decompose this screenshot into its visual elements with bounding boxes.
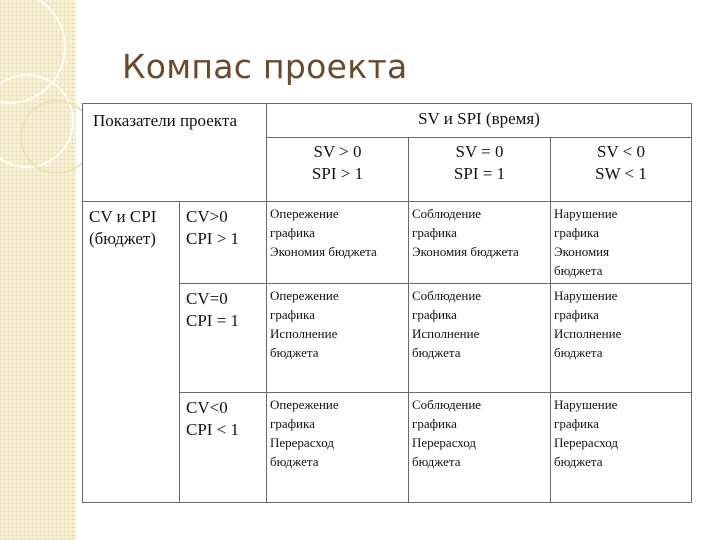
table-cell: [551, 284, 692, 393]
cell-line: Исполнение: [270, 326, 338, 341]
cell-line: Исполнение: [412, 326, 480, 341]
time-col-line: SV = 0: [455, 142, 504, 161]
row-condition: CV>0: [186, 207, 228, 226]
table-cell: [551, 393, 692, 503]
table-cell: [409, 393, 551, 503]
row-condition: CPI < 1: [186, 420, 240, 439]
cell-line: Соблюдение: [412, 288, 482, 303]
corner-header-cell: [83, 104, 267, 202]
cell-line: графика: [554, 307, 599, 322]
time-col-header: [551, 138, 692, 202]
project-compass-table: [82, 103, 692, 503]
row-condition: CV<0: [186, 398, 228, 417]
time-col-line: SPI > 1: [311, 164, 364, 183]
time-col-line: SV > 0: [313, 142, 362, 161]
cell-line: бюджета: [270, 454, 319, 469]
table-cell: [409, 202, 551, 284]
cell-line: Опережение: [270, 288, 339, 303]
time-header: SV и SPI (время): [418, 109, 540, 128]
table-cell: [551, 202, 692, 284]
row-condition: CPI = 1: [186, 311, 240, 330]
time-col-line: SPI = 1: [453, 164, 506, 183]
cell-line: Перерасход: [412, 435, 477, 450]
row-condition-cell: [180, 284, 267, 393]
time-col-line: SV < 0: [597, 142, 646, 161]
budget-label-line: (бюджет): [89, 229, 156, 248]
budget-label-cell: [83, 202, 180, 503]
cell-line: графика: [412, 416, 457, 431]
cell-line: бюджета: [554, 454, 603, 469]
table-cell: [267, 202, 409, 284]
corner-label: Показатели проекта: [93, 111, 238, 130]
cell-line: Соблюдение: [412, 397, 482, 412]
slide-title: Компас проекта: [122, 47, 408, 86]
table-cell: [267, 393, 409, 503]
table-cell: [409, 284, 551, 393]
cell-line: бюджета: [554, 345, 603, 360]
cell-line: Нарушение: [554, 288, 618, 303]
cell-line: графика: [412, 225, 457, 240]
row-condition-cell: [180, 393, 267, 503]
cell-line: графика: [412, 307, 457, 322]
cell-line: графика: [554, 416, 599, 431]
row-condition-cell: [180, 202, 267, 284]
time-col-line: SW < 1: [595, 164, 647, 183]
cell-line: Исполнение: [554, 326, 622, 341]
table-cell: [267, 284, 409, 393]
cell-line: Нарушение: [554, 397, 618, 412]
cell-line: Экономия: [554, 244, 610, 259]
time-col-header: [409, 138, 551, 202]
cell-line: графика: [554, 225, 599, 240]
cell-line: Опережение: [270, 397, 339, 412]
budget-label-line: CV и CPI: [89, 207, 157, 226]
time-header-cell: [267, 104, 692, 138]
row-condition: CPI > 1: [186, 229, 240, 248]
cell-line: Соблюдение: [412, 206, 482, 221]
cell-line: Перерасход: [554, 435, 619, 450]
cell-line: Экономия бюджета: [412, 244, 519, 259]
cell-line: бюджета: [412, 345, 461, 360]
cell-line: Нарушение: [554, 206, 618, 221]
cell-line: графика: [270, 225, 315, 240]
row-condition: CV=0: [186, 289, 228, 308]
cell-line: бюджета: [270, 345, 319, 360]
cell-line: графика: [270, 307, 315, 322]
cell-line: бюджета: [554, 263, 603, 278]
cell-line: графика: [270, 416, 315, 431]
cell-line: Перерасход: [270, 435, 335, 450]
time-col-header: [267, 138, 409, 202]
cell-line: Экономия бюджета: [270, 244, 377, 259]
cell-line: бюджета: [412, 454, 461, 469]
cell-line: Опережение: [270, 206, 339, 221]
